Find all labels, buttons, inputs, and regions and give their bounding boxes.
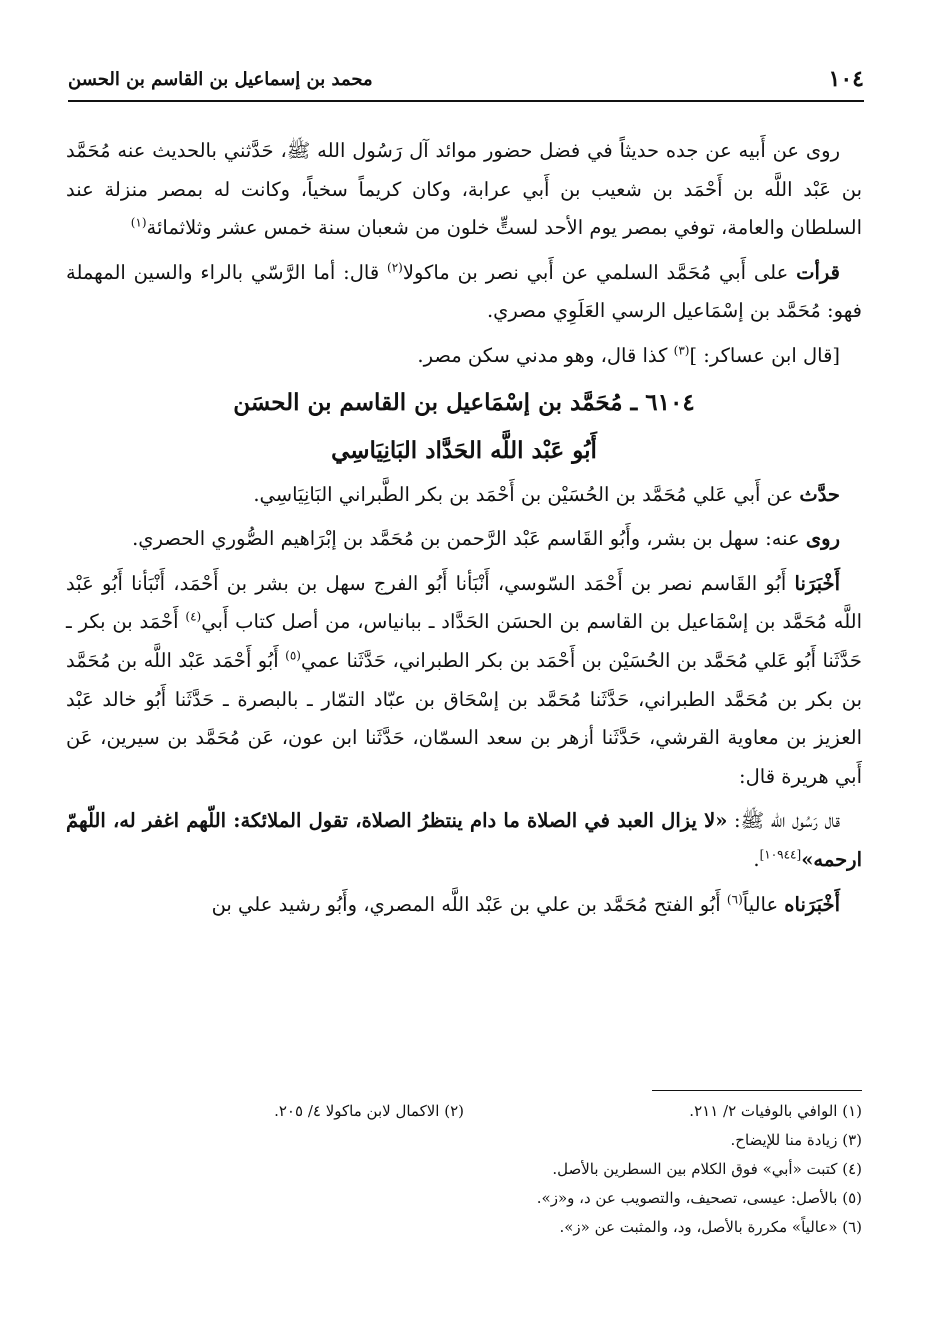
- paragraph-2-text-b: قال: أما الرَّسّي بالراء والسين المهملة فهو: مُحَمَّد بن إسْمَاعيل الرسي العَلَوِي مصري.: [66, 260, 862, 323]
- paragraph-6-text-a: أَبُو القَاسم نصر بن أَحْمَد السّوسي، أَنْبَأنا أَبُو الفرج سهل بن بشر بن أَحْمَد، أَنْبَأنا أَبُو عَبْد اللَّه مُحَمَّد بن إسْمَاعيل بن القاسم بن الحسَن الحَدَّاد ـ ببانياس، من أصل كتاب أَبي: [66, 571, 863, 634]
- footnote-ref-3: (٣): [673, 343, 690, 358]
- footnote-ref-4: (٤): [185, 609, 202, 624]
- hadith-text: «لا يزال العبد في الصلاة ما دام ينتظرُ الصلاة، تقول الملائكة: اللّهم اغفر له، اللّهمّ ارحمه»: [66, 809, 862, 871]
- paragraph-5: [66, 520, 862, 559]
- footnote-row-1: [66, 1097, 862, 1126]
- footnote-ref-2: (٢): [387, 260, 403, 275]
- paragraph-6-text-b: أَحْمَد بن بكر ـ حَدَّثَنا أَبُو عَلي مُحَمَّد بن الحُسَيْن بن أَحْمَد بن بكر الطبراني، حَدَّثَنا عمي: [66, 610, 862, 672]
- footnote-4: (٤) كتبت «أبي» فوق الكلام بين السطرين بالأصل.: [552, 1160, 862, 1178]
- paragraph-7-end: .: [753, 847, 760, 871]
- footnote-divider: [652, 1090, 862, 1091]
- paragraph-8-text-b: أَبُو الفتح مُحَمَّد بن علي بن عَبْد اللَّه المصري، وأَبُو رشيد علي بن: [211, 892, 727, 916]
- paragraph-8-text-a: عالياً: [742, 892, 785, 916]
- page-header: [68, 58, 864, 102]
- page-number: ١٠٤: [828, 66, 864, 92]
- paragraph-3-text-a: [قال ابن عساكر: ]: [689, 343, 840, 367]
- footnote-ref-5: (٥): [285, 648, 301, 663]
- paragraph-6: [66, 565, 862, 797]
- paragraph-4: [66, 476, 862, 515]
- footnotes: [66, 1090, 862, 1242]
- paragraph-8-lead: أَخْبَرَناه: [784, 892, 840, 916]
- paragraph-3-text-b: كذا قال، وهو مدني سكن مصر.: [417, 343, 674, 367]
- paragraph-4-text: عن أَبي عَلي مُحَمَّد بن الحُسَيْن بن أَحْمَد بن بكر الطَّبراني البَانِيَاسِي.: [253, 482, 800, 506]
- footnote-3: (٣) زيادة منا للإيضاح.: [730, 1131, 862, 1149]
- entry-subheading: أَبُو عَبْد اللَّه الحَدَّاد البَانِيَاسِي: [331, 436, 597, 464]
- footnote-ref-6: (٦): [726, 892, 743, 906]
- paragraph-8: [66, 886, 862, 925]
- footnote-2: (٢) الاكمال لابن ماكولا ٤/ ٢٠٥.: [274, 1102, 464, 1120]
- entry-heading: ٦١٠٤ ـ مُحَمَّد بن إسْمَاعيل بن القاسم بن الحسَن: [233, 388, 695, 416]
- paragraph-1-text: روى عن أَبيه عن جده حديثاً في فضل حضور موائد آل رَسُول الله ﷺ، حَدَّثني بالحديث عنه مُحَمَّد بن عَبْد اللَّه بن أَحْمَد بن شعيب بن أَبي عرابة، وكان كريماً سخياً، وكانت له بمصر منزلة عند السلطان والعامة، توفي بمصر يوم الأحد لستٍّ خلون من شعبان سنة خمس عشر وثلاثمائة: [66, 139, 862, 240]
- paragraph-1: [66, 132, 862, 248]
- paragraph-5-lead: روى: [805, 527, 840, 551]
- paragraph-5-text: عنه: سهل بن بشر، وأَبُو القَاسم عَبْد الرَّحمن بن مُحَمَّد بن إبْرَاهيم الصُّوري الحصري.: [132, 527, 806, 551]
- running-title: محمد بن إسماعيل بن القاسم بن الحسن: [68, 68, 373, 90]
- footnote-6: (٦) «عالياً» مكررة بالأصل، ود، والمثبت عن «ز».: [559, 1218, 862, 1236]
- paragraph-6-text-c: أَبُو أَحْمَد عَبْد اللَّه بن مُحَمَّد بن بكر بن مُحَمَّد الطبراني، حَدَّثَنا مُحَمَّد بن إسْحَاق بن عبّاد التمّار ـ بالبصرة ـ حَدَّثَنا أَبُو خالد عَبْد العزيز بن معاوية القرشي، حَدَّثَنا أزهر بن سعد السمّان، حَدَّثَنا ابن عون، عَن مُحَمَّد بن سيرين، عَن أَبي هريرة قال:: [66, 648, 862, 788]
- hadith-number: [١٠٩٤٤]: [759, 847, 802, 862]
- footnote-5: (٥) بالأصل: عيسى، تصحيف، والتصويب عن د، و«ز».: [536, 1189, 862, 1207]
- paragraph-2: [66, 254, 862, 331]
- paragraph-7: [66, 802, 862, 879]
- footnote-ref-1: (١): [130, 215, 147, 230]
- paragraph-6-lead: أَخْبَرَنا: [794, 571, 840, 595]
- paragraph-2-lead: قرأت: [796, 260, 840, 284]
- paragraph-7-text-a: قال رَسُول الله ﷺ:: [727, 809, 840, 833]
- footnote-1: (١) الوافي بالوفيات ٢/ ٢١١.: [689, 1102, 862, 1120]
- main-text: [66, 132, 862, 930]
- paragraph-4-lead: حدَّث: [799, 482, 840, 506]
- paragraph-3: [66, 337, 862, 376]
- paragraph-2-text-a: على أَبي مُحَمَّد السلمي عن أَبي نصر بن ماكولا: [402, 260, 797, 284]
